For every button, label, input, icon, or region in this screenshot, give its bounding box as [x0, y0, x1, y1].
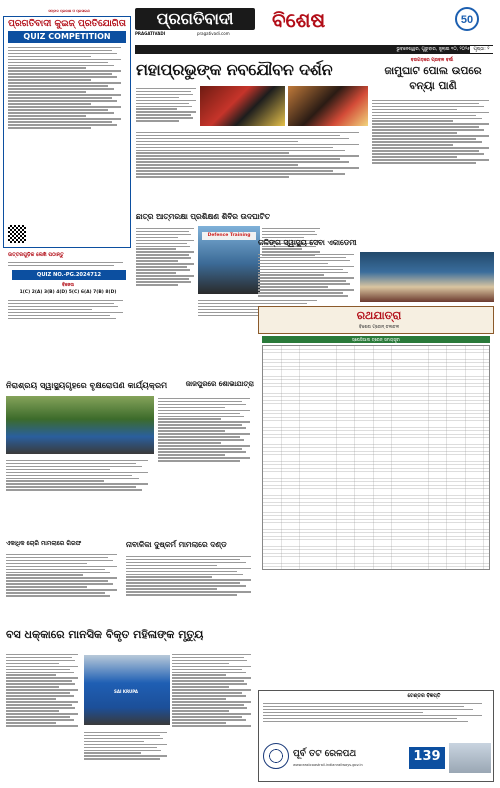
tree-body-lower [6, 458, 154, 492]
deity-photo-2 [288, 86, 368, 126]
svg-text:50: 50 [460, 14, 474, 26]
section-title: ବିଶେଷ [272, 8, 326, 32]
helpline-number: 139 [413, 749, 441, 764]
defence-training-photo [198, 226, 260, 294]
bottom-body-left [6, 652, 81, 728]
bottom-body-mid [172, 652, 254, 728]
rath-sub: ବିଶେଷ ଟ୍ରେନ୍ ଚଳାଚଳ [358, 325, 400, 330]
right-body [372, 98, 494, 165]
right-headline: ଜାମୁଘାଟ ପୋଲ ଉପରେ ବନ୍ୟା ପାଣି [384, 65, 482, 92]
logo-url: pragativadi.com [197, 31, 230, 36]
deity-photo [200, 86, 285, 126]
train-title-bar: ସ୍ପେସିଆଲ ଟ୍ରେନ୍ ସମୟସୂଚୀ [262, 336, 490, 343]
bus-label: SAI KRUPA [114, 689, 138, 694]
qr-code [8, 225, 26, 243]
logo-sub: PRAGATIVADI [135, 31, 166, 36]
lead-headline: ମହାପ୍ରଭୁଙ୍କ ନବଯୌବନ ଦର୍ଶନ [136, 60, 333, 79]
quiz-title: ପ୍ରଗତିବାଦୀ କୁଇଜ୍ ପ୍ରତିଯୋଗିତା [8, 19, 126, 29]
lead-body-col1 [136, 86, 198, 123]
student-body-left [136, 226, 196, 287]
college-headline: କଳିଙ୍ଗ ସ୍ୱାସ୍ଥ୍ୟ ସେବା ଏକାଡେମୀ [258, 238, 357, 247]
rath-header [258, 306, 494, 334]
quiz-winners [8, 298, 128, 320]
anniversary-logo [445, 6, 489, 32]
quiz-answer-head: ଉତ୍ତରଗୁଡ଼ିକ ଲେଖି ପଠାନ୍ତୁ [8, 252, 64, 258]
kicker-right: ବରଗଡ଼ରେ ପ୍ରବଳ ବର୍ଷା [410, 58, 454, 63]
quiz-options: 1(C) 2(A) 3(B) 4(D) 5(C) 6(A) 7(B) 8(D) [19, 290, 117, 295]
tree-headline: ନିରାଶ୍ରୟ ସ୍ୱାସ୍ଥ୍ୟଗୃହରେ ବୃକ୍ଷରୋପଣ କାର୍ଯ୍ୟକ୍ରମ [6, 380, 168, 390]
railway-emblem-icon [263, 743, 289, 769]
minor-body [126, 554, 256, 597]
college-body [258, 252, 358, 298]
sub-headline: ଜାଜପୁରରେ ଶୋଭାଯାତ୍ରା [185, 380, 254, 388]
page-label: ପୃଷ୍ଠା: ୨ [470, 46, 493, 53]
rath-title: ରଥଯାତ୍ରା [356, 309, 402, 322]
quiz-box [3, 16, 131, 248]
bottom-headline: ବସ ଧକ୍କାରେ ମାନସିକ ବିକୃତ ମହିଳାଙ୍କ ମୃତ୍ୟୁ [6, 628, 204, 641]
college-stage-photo [360, 252, 494, 302]
quiz-answer-text [8, 260, 128, 268]
tender-head: ଟେଣ୍ଡର ବିଜ୍ଞପ୍ତି [407, 693, 441, 699]
quiz-questions [4, 43, 130, 132]
quiz-number: QUIZ NO.-PG.2024712 [12, 270, 126, 280]
railway-name: ପୂର୍ବ ତଟ ରେଳପଥ [293, 749, 357, 759]
tree-plantation-photo [6, 396, 154, 454]
quiz-banner: QUIZ COMPETITION [8, 31, 126, 43]
logo-text: ପ୍ରଗତିବାଦୀ [135, 8, 255, 30]
dateline: ଭୁବନେଶ୍ୱର, ଗୁରୁବାର, ଜୁଲାଇ ୧୦, ୨୦୨୫ [396, 47, 470, 52]
quiz-winners-head: ବିଜେତା [61, 283, 74, 288]
train-table [262, 345, 490, 570]
minor-headline: ନାବାଳିକା ଦୁଷ୍କର୍ମ ମାମଲାରେ ଦଣ୍ଡ [126, 540, 227, 549]
railway-ad [258, 690, 494, 782]
student-headline: ଛାତ୍ର ଆତ୍ମରକ୍ଷା ପ୍ରଶିକ୍ଷଣ ଶିବିର ଉଦଘାଟିତ [136, 212, 271, 221]
photo-banner: Defence Training [202, 232, 256, 240]
railway-website: www.eastcoastrail.indianrailways.gov.in [293, 763, 363, 767]
lead-body-main [136, 130, 368, 179]
left-top-label: ସମ୍ବାଦ ପ୍ରକାଶ ଓ ପ୍ରସାରଣ [48, 9, 90, 13]
helpline-box [409, 747, 445, 769]
bottom-body-under [84, 730, 170, 761]
sub-body [158, 396, 254, 463]
railway-building-photo [449, 743, 491, 773]
aparadh-headline: ଏକାଧିକ ଚୋରି ମାମଲାରେ ଗିରଫ [6, 540, 82, 547]
aparadh-body [6, 552, 122, 598]
tender-body [263, 701, 491, 723]
bus-photo [84, 655, 170, 725]
